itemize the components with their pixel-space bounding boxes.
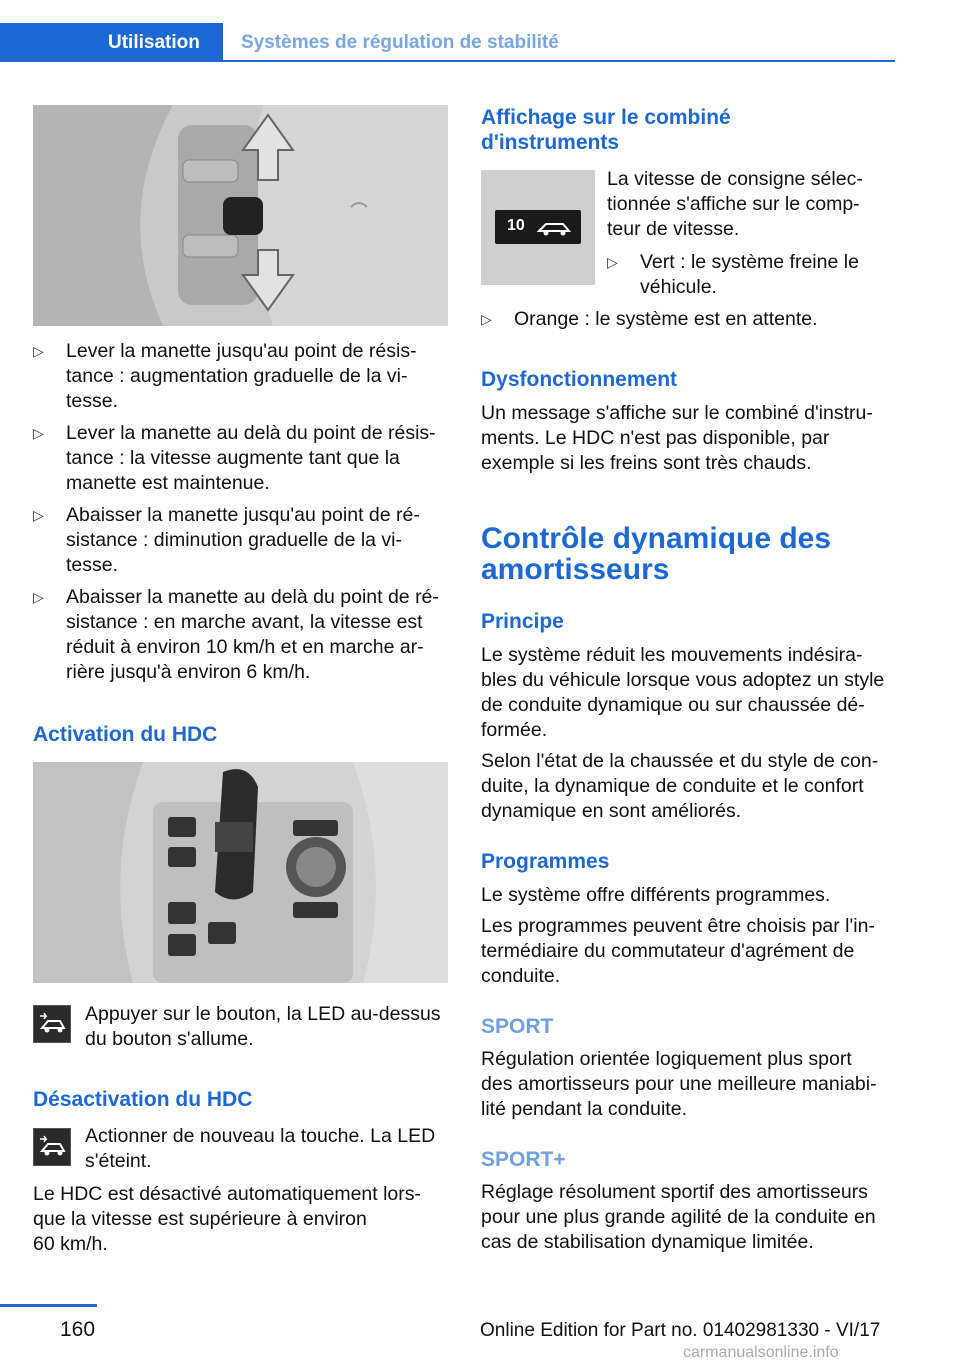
deactivation-heading: Désactivation du HDC: [33, 1088, 253, 1111]
sportplus-text: Réglage résolument sportif des amortisseurs pour une plus grande agilité de la conduite en cas de stabilisation dynamique limitée.: [481, 1181, 876, 1253]
principle-text-2: Selon l'état de la chaussée et du style de con- duite, la dynamique de conduite et le confort dynamique en sont améliorés.: [481, 750, 879, 822]
sportplus-heading: SPORT+: [481, 1148, 566, 1171]
header-rule: [223, 60, 895, 62]
steering-wheel-photo: [33, 105, 448, 326]
programs-text: Le système offre différents programmes.: [481, 884, 831, 906]
gear-selector-photo: [33, 762, 448, 983]
malfunction-text: Un message s'affiche sur le combiné d'instru- ments. Le HDC n'est pas disponible, par exemple si les freins sont très chauds.: [481, 402, 873, 474]
hdc-button-icon: [33, 1128, 71, 1166]
hdc-button-icon: [33, 1005, 71, 1043]
car-downhill-icon: [535, 215, 575, 239]
activation-text: Appuyer sur le bouton, la LED au-dessus du bouton s'allume.: [85, 1003, 441, 1050]
triangle-bullet-icon: ▷: [481, 311, 492, 327]
principle-heading: Principe: [481, 610, 564, 633]
instrument-display-image: [481, 170, 595, 285]
triangle-bullet-icon: ▷: [33, 343, 44, 359]
footer-rule: [0, 1304, 97, 1307]
subsection-title: Systèmes de régulation de stabilité: [241, 32, 559, 53]
display-heading: Affichage sur le combiné d'instruments: [481, 106, 731, 154]
auto-deactivation-text: Le HDC est désactivé automatiquement lors- que la vitesse est supérieure à environ 60 km/h.: [33, 1183, 422, 1255]
section-heading: Contrôle dynamique des amortisseurs: [481, 522, 832, 586]
triangle-bullet-icon: ▷: [33, 425, 44, 441]
malfunction-heading: Dysfonctionnement: [481, 368, 678, 391]
sport-text: Régulation orientée logiquement plus sport des amortisseurs pour une meilleure maniabi- lité pendant la conduite.: [481, 1048, 877, 1120]
triangle-bullet-icon: ▷: [33, 507, 44, 523]
page-number: 160: [60, 1318, 96, 1341]
display-text: La vitesse de consigne sélec- tionnée s'affiche sur le comp- teur de vitesse.: [607, 168, 863, 240]
edition-text: Online Edition for Part no. 01402981330 - VI/17: [480, 1320, 881, 1341]
section-tab: Utilisation: [0, 23, 223, 62]
programs-text-2: Les programmes peuvent être choisis par l'in- termédiaire du commutateur d'agrément de conduite.: [481, 915, 875, 987]
principle-text: Le système réduit les mouvements indésira- bles du véhicule lorsque vous adoptez un style de conduite dynamique ou sur chaussée dé- formée.: [481, 644, 885, 741]
triangle-bullet-icon: ▷: [607, 254, 618, 270]
activation-heading: Activation du HDC: [33, 723, 218, 746]
page-header: [0, 0, 960, 62]
deactivation-text: Actionner de nouveau la touche. La LED s'éteint.: [85, 1125, 436, 1172]
triangle-bullet-icon: ▷: [33, 589, 44, 605]
programs-heading: Programmes: [481, 850, 610, 873]
speed-number: 10: [507, 217, 525, 234]
watermark-text: carmanualsonline.info: [683, 1344, 839, 1361]
sport-heading: SPORT: [481, 1015, 554, 1038]
